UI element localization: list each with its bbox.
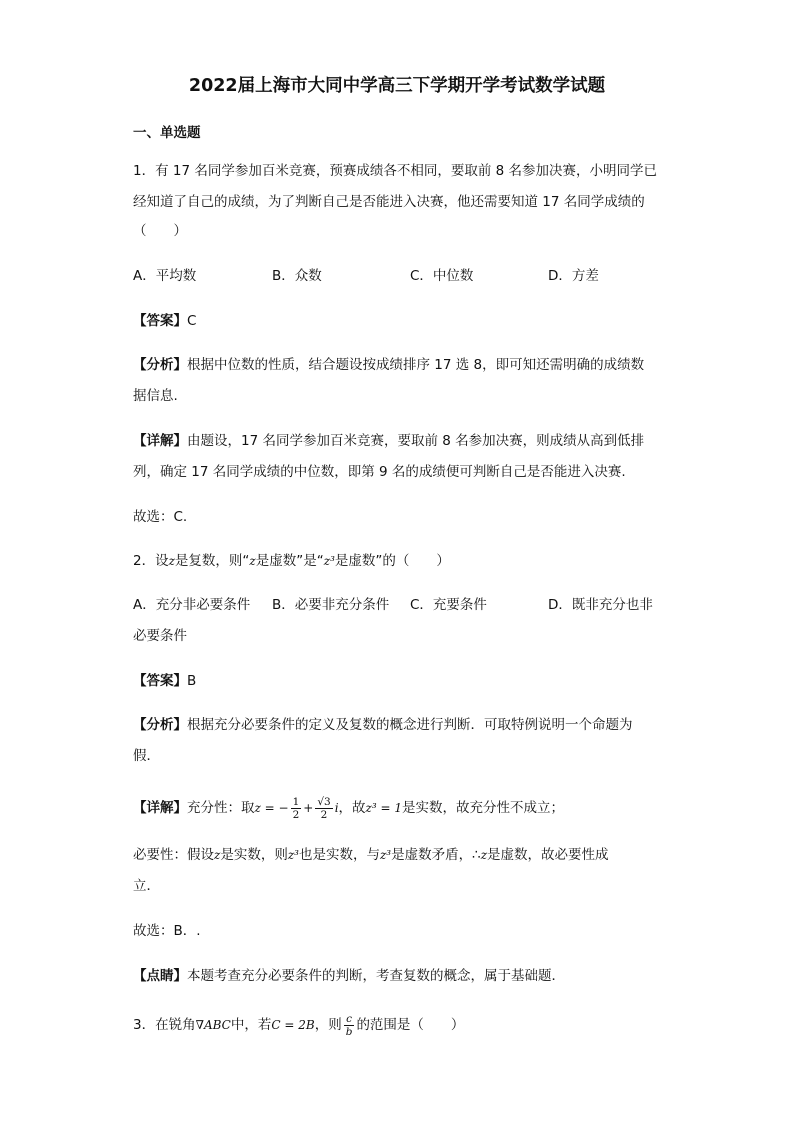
- q2-option-b: B．必要非充分条件: [272, 597, 390, 613]
- fraction-denominator: b: [345, 1025, 353, 1038]
- necessity-text: 是虚数矛盾，∴: [391, 847, 481, 863]
- q3-stem-part2: 中，若: [230, 1017, 272, 1033]
- fraction-c-over-b: [344, 1013, 355, 1038]
- section-heading: 一、单选题: [133, 125, 201, 141]
- plus-sign: +: [303, 801, 314, 815]
- equation-z: z = −: [254, 801, 289, 815]
- q1-option-a: A．平均数: [133, 268, 197, 284]
- q2-necessity-line2: 立．: [133, 878, 160, 894]
- var-z: z: [168, 554, 175, 568]
- comment-text: 本题考查充分必要条件的判断，考查复数的概念，属于基础题．: [187, 968, 565, 984]
- q2-option-d: D．既非充分也非: [548, 597, 653, 613]
- q2-analysis-line1: [133, 717, 633, 733]
- detail-tag: 【详解】: [133, 433, 187, 449]
- var-z-cubed: z³: [379, 848, 392, 862]
- q2-necessity-line1: [133, 847, 609, 863]
- answer-value: C: [187, 313, 197, 329]
- q2-stem-part1: 2．设: [133, 553, 169, 569]
- answer-tag: 【答案】: [133, 673, 187, 689]
- q1-stem-line3: （ ）: [133, 223, 187, 239]
- fraction-denominator: 2: [292, 808, 300, 821]
- fraction-sqrt3-half: [315, 796, 332, 821]
- q3-stem: [133, 1010, 464, 1040]
- var-z: z: [249, 554, 256, 568]
- analysis-tag: 【分析】: [133, 717, 187, 733]
- detail-text: 是实数，故充分性不成立；: [401, 800, 564, 816]
- detail-text: ，故: [338, 800, 366, 816]
- q1-conclusion: 故选：C.: [133, 509, 188, 525]
- q2-stem-part3: 是虚数”是“: [255, 553, 324, 569]
- imaginary-unit: i: [334, 801, 339, 815]
- var-z: z: [480, 848, 488, 862]
- fraction-numerator: c: [344, 1013, 355, 1026]
- equation-z-cubed: z³ = 1: [365, 801, 402, 815]
- analysis-text: 根据充分必要条件的定义及复数的概念进行判断．可取特例说明一个命题为: [187, 717, 633, 733]
- q3-stem-part3: ，则: [314, 1017, 342, 1033]
- q1-stem-line2: 经知道了自己的成绩，为了判断自己是否能进入决赛，他还需要知道 17 名同学成绩的: [133, 194, 645, 210]
- fraction-numerator: √3: [317, 795, 331, 808]
- fraction-numerator: 1: [292, 795, 300, 808]
- q3-stem-part4: 的范围是（ ）: [356, 1017, 465, 1033]
- answer-tag: 【答案】: [133, 313, 187, 329]
- q2-answer: [133, 673, 196, 689]
- necessity-text: 也是实数，与: [298, 847, 380, 863]
- q2-stem-part4: 是虚数”的（ ）: [334, 553, 450, 569]
- fraction-denominator: 2: [320, 808, 328, 821]
- analysis-text: 根据中位数的性质，结合题设按成绩排序 17 选 8，即可知还需明确的成绩数: [187, 357, 645, 373]
- q1-detail-line2: 列，确定 17 名同学成绩的中位数，即第 9 名的成绩便可判断自己是否能进入决赛.: [133, 464, 626, 480]
- condition-c-eq-2b: C = 2B: [271, 1018, 315, 1032]
- detail-text: 充分性：取: [187, 800, 255, 816]
- q2-option-d-continued: 必要条件: [133, 628, 187, 644]
- q2-option-c: C．充要条件: [410, 597, 487, 613]
- q1-analysis-line1: [133, 357, 644, 373]
- fraction-one-half: [291, 796, 302, 821]
- detail-tag: 【详解】: [133, 800, 187, 816]
- necessity-text: 是实数，则: [220, 847, 288, 863]
- q1-answer: [133, 313, 196, 329]
- q2-detail-line1: [133, 793, 564, 823]
- q2-analysis-line2: 假．: [133, 748, 160, 764]
- q1-stem-line1: 1．有 17 名同学参加百米竞赛，预赛成绩各不相同，要取前 8 名参加决赛，小明同学已: [133, 163, 658, 179]
- q2-comment: [133, 968, 565, 984]
- detail-text: 由题设，17 名同学参加百米竞赛，要取前 8 名参加决赛，则成绩从高到低排: [187, 433, 645, 449]
- answer-value: B: [187, 673, 197, 689]
- necessity-text: 是虚数，故必要性成: [487, 847, 609, 863]
- q2-stem-part2: 是复数，则“: [174, 553, 250, 569]
- q3-stem-part1: 3．在锐角: [133, 1017, 196, 1033]
- analysis-tag: 【分析】: [133, 357, 187, 373]
- q2-stem: [133, 553, 450, 569]
- triangle-abc: ∇ABC: [195, 1018, 231, 1032]
- var-z: z: [214, 848, 221, 862]
- var-z-cubed: z³: [323, 554, 335, 568]
- comment-tag: 【点睛】: [133, 968, 187, 984]
- necessity-text: 必要性：假设: [133, 847, 214, 863]
- q1-analysis-line2: 据信息.: [133, 388, 178, 404]
- q1-detail-line1: [133, 433, 644, 449]
- q1-option-b: B．众数: [272, 268, 322, 284]
- q1-option-c: C．中位数: [410, 268, 474, 284]
- q1-option-d: D．方差: [548, 268, 599, 284]
- q2-option-a: A．充分非必要条件: [133, 597, 251, 613]
- page-title: 2022届上海市大同中学高三下学期开学考试数学试题: [188, 76, 606, 96]
- var-z-cubed: z³: [287, 848, 299, 862]
- q2-conclusion: 故选：B．.: [133, 923, 201, 939]
